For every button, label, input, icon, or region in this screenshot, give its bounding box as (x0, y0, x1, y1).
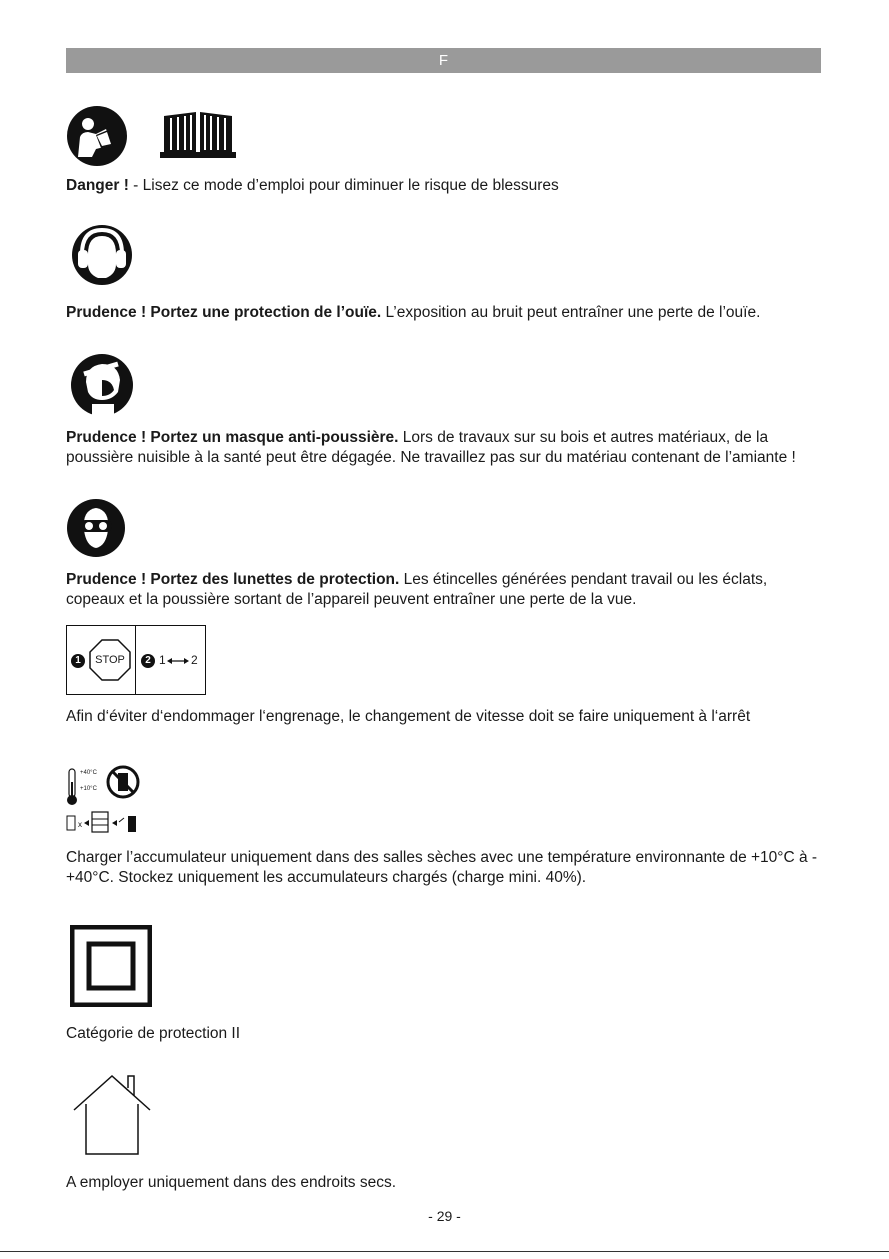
hearing-lead: Prudence ! Portez une protection de l’ouïe. (66, 304, 382, 321)
dust-lead: Prudence ! Portez un masque anti-poussière. (66, 429, 399, 446)
battery-text: Charger l’accumulateur uniquement dans des salles sèches avec une température environnante de +10°C à - +40°C. Stockez uniquement les accumulateurs chargés (charge mini. 40%). (66, 849, 818, 886)
gear-text: Afin d‘éviter d‘endommager l‘engrenage, le changement de vitesse doit se faire uniquement à l‘arrêt (66, 708, 751, 725)
stop-label: STOP (95, 654, 125, 666)
book-icon (160, 112, 236, 158)
danger-lead: Danger ! (66, 177, 129, 194)
goggles-text (66, 570, 826, 610)
temp-high-label: +40°C (80, 770, 97, 776)
goggles-body: Les étincelles générées pendant travail ou les éclats, copeaux et la poussière sortant de l’appareil peuvent entraîner une perte de la vue. (66, 571, 768, 608)
danger-body: - Lisez ce mode d’emploi pour diminuer le risque de blessures (128, 177, 559, 194)
section-header-bar (66, 48, 821, 73)
hearing-body: L’exposition au bruit peut entraîner une perte de l’ouïe. (381, 304, 761, 321)
indoor-house-icon (72, 1074, 154, 1156)
step-2-badge: 2 (141, 654, 155, 668)
no-wet-charging-icon (106, 765, 140, 799)
danger-text (66, 176, 559, 196)
language-label: F (438, 52, 449, 69)
read-manual-icon (66, 105, 128, 167)
thermometer-icon (66, 768, 78, 806)
step-1-badge: 1 (71, 654, 85, 668)
double-arrow-icon (167, 656, 189, 666)
svg-text:x: x (78, 820, 82, 829)
charger-battery-icon (66, 810, 138, 834)
temp-low-label: +10°C (80, 786, 97, 792)
ear-protection-icon (66, 224, 138, 286)
indoor-text: A employer uniquement dans des endroits secs. (66, 1174, 396, 1191)
dust-body: Lors de travaux sur su bois et autres matériaux, de la poussière nuisible à la santé peut être dégagée. Ne travaillez pas sur du matériau contenant de l’amiante ! (66, 429, 796, 466)
dust-text (66, 428, 826, 468)
hearing-text (66, 303, 760, 323)
page-number: - 29 - (428, 1208, 461, 1224)
goggles-lead: Prudence ! Portez des lunettes de protection. (66, 571, 400, 588)
safety-goggles-icon (66, 496, 126, 560)
protection-class-text: Catégorie de protection II (66, 1025, 241, 1042)
dust-mask-icon (66, 352, 138, 418)
page-bottom-rule (0, 1251, 889, 1252)
gear-stop-box (66, 625, 206, 695)
gear-to: 2 (191, 653, 198, 667)
protection-class-ii-icon (70, 925, 152, 1007)
gear-from: 1 (159, 653, 166, 667)
